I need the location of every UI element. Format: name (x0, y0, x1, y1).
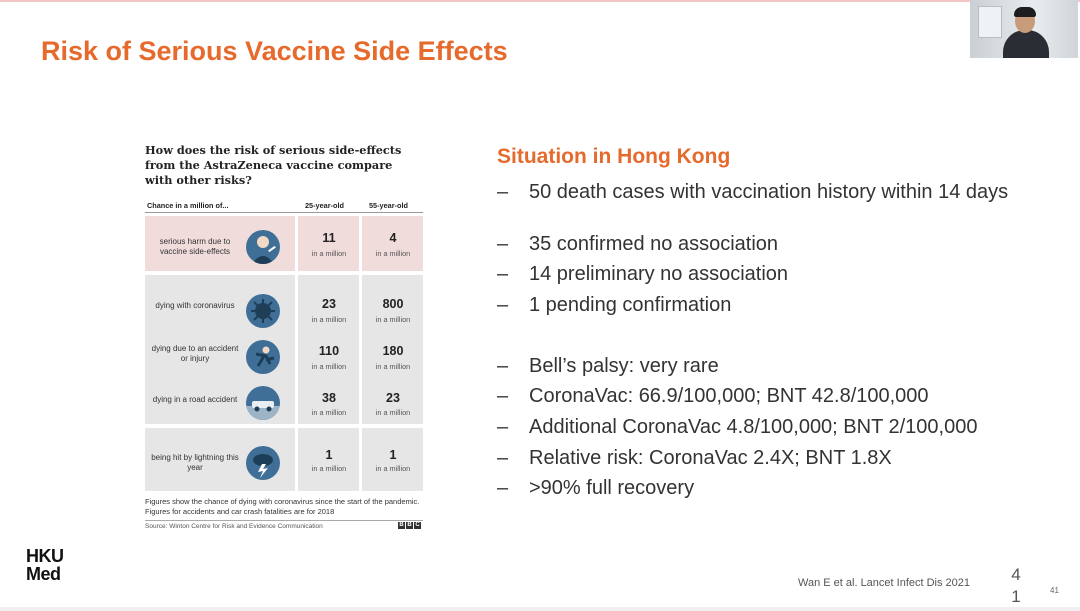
hku-med-logo: HKU Med (26, 546, 64, 584)
hk-heading: Situation in Hong Kong (497, 145, 731, 168)
header-divider (145, 212, 423, 213)
row-label-vaccine: serious harm due to vaccine side-effects (159, 237, 231, 256)
bbc-letter-2: B (407, 522, 412, 528)
bullet-text: Bell’s palsy: very rare (529, 355, 719, 377)
bbc-logo (398, 522, 421, 529)
source-divider (145, 520, 423, 521)
bullet-text: 14 preliminary no association (529, 263, 789, 285)
value-accident-55: 180 (382, 344, 404, 358)
bbc-letter-1: B (399, 522, 404, 528)
unit-coronavirus-25: in a million (311, 315, 347, 324)
bottom-border (0, 607, 1080, 611)
citation: Wan E et al. Lancet Infect Dis 2021 (798, 577, 971, 589)
slide-title: Risk of Serious Vaccine Side Effects (41, 36, 508, 66)
value-vaccine-25: 11 (322, 231, 336, 245)
car-crash-icon (246, 386, 280, 420)
webcam-window (978, 6, 1002, 38)
webcam-video-thumbnail[interactable] (970, 0, 1078, 58)
value-lightning-55: 1 (389, 448, 397, 462)
row-label-lightning: being hit by lightning this year (151, 453, 239, 472)
bullet-text: Relative risk: CoronaVac 2.4X; BNT 1.8X (529, 447, 892, 469)
value-lightning-25: 1 (325, 448, 333, 462)
virus-icon (246, 294, 280, 328)
infographic-footnote: Figures show the chance of dying with coronavirus since the start of the pandemic. Figures for accidents and car crash fatalities are for 2018 (145, 497, 420, 516)
unit-lightning-25: in a million (311, 464, 347, 473)
value-vaccine-55: 4 (389, 231, 397, 245)
value-coronavirus-25: 23 (322, 297, 336, 311)
page-number-large: 4 1 (1011, 565, 1021, 606)
presenter-hair (1014, 7, 1036, 17)
row-label-road-accident: dying in a road accident (152, 395, 238, 404)
unit-road-55: in a million (375, 408, 411, 417)
vaccine-person-icon (246, 230, 280, 264)
row-label-accident: dying due to an accident or injury (151, 344, 239, 363)
top-border (0, 0, 1080, 2)
infographic-source: Source: Winton Centre for Risk and Evidence Communication (145, 523, 323, 530)
unit-road-25: in a million (311, 408, 347, 417)
bullet-text: 1 pending confirmation (529, 294, 732, 316)
falling-person-icon (246, 340, 280, 374)
value-coronavirus-55: 800 (382, 297, 404, 311)
unit-lightning-55: in a million (375, 464, 411, 473)
col-header-label: Chance in a million of... (147, 201, 229, 210)
bullet-text: 50 death cases with vaccination history within 14 days (529, 181, 1009, 203)
bbc-letter-3: C (415, 522, 420, 528)
unit-accident-25: in a million (311, 362, 347, 371)
unit-coronavirus-55: in a million (375, 315, 411, 324)
unit-vaccine-25: in a million (311, 249, 347, 258)
infographic-question-block (145, 143, 423, 188)
unit-vaccine-55: in a million (375, 249, 411, 258)
value-accident-25: 110 (318, 344, 340, 358)
lightning-cloud-icon (246, 446, 280, 480)
bullet-text: >90% full recovery (529, 477, 695, 499)
unit-accident-55: in a million (375, 362, 411, 371)
bullet-text: 35 confirmed no association (529, 233, 779, 255)
value-road-55: 23 (386, 391, 400, 405)
value-road-25: 38 (322, 391, 336, 405)
col-header-55: 55-year-old (369, 201, 408, 210)
bullet-text: CoronaVac: 66.9/100,000; BNT 42.8/100,000 (529, 385, 929, 407)
infographic-question: How does the risk of serious side-effects from the AstraZeneca vaccine compare with other risks? (145, 143, 402, 187)
bullet-text: Additional CoronaVac 4.8/100,000; BNT 2/100,000 (529, 416, 978, 438)
col-header-25: 25-year-old (305, 201, 344, 210)
row-label-coronavirus: dying with coronavirus (155, 301, 235, 310)
page-number-small: 41 (1050, 586, 1059, 595)
